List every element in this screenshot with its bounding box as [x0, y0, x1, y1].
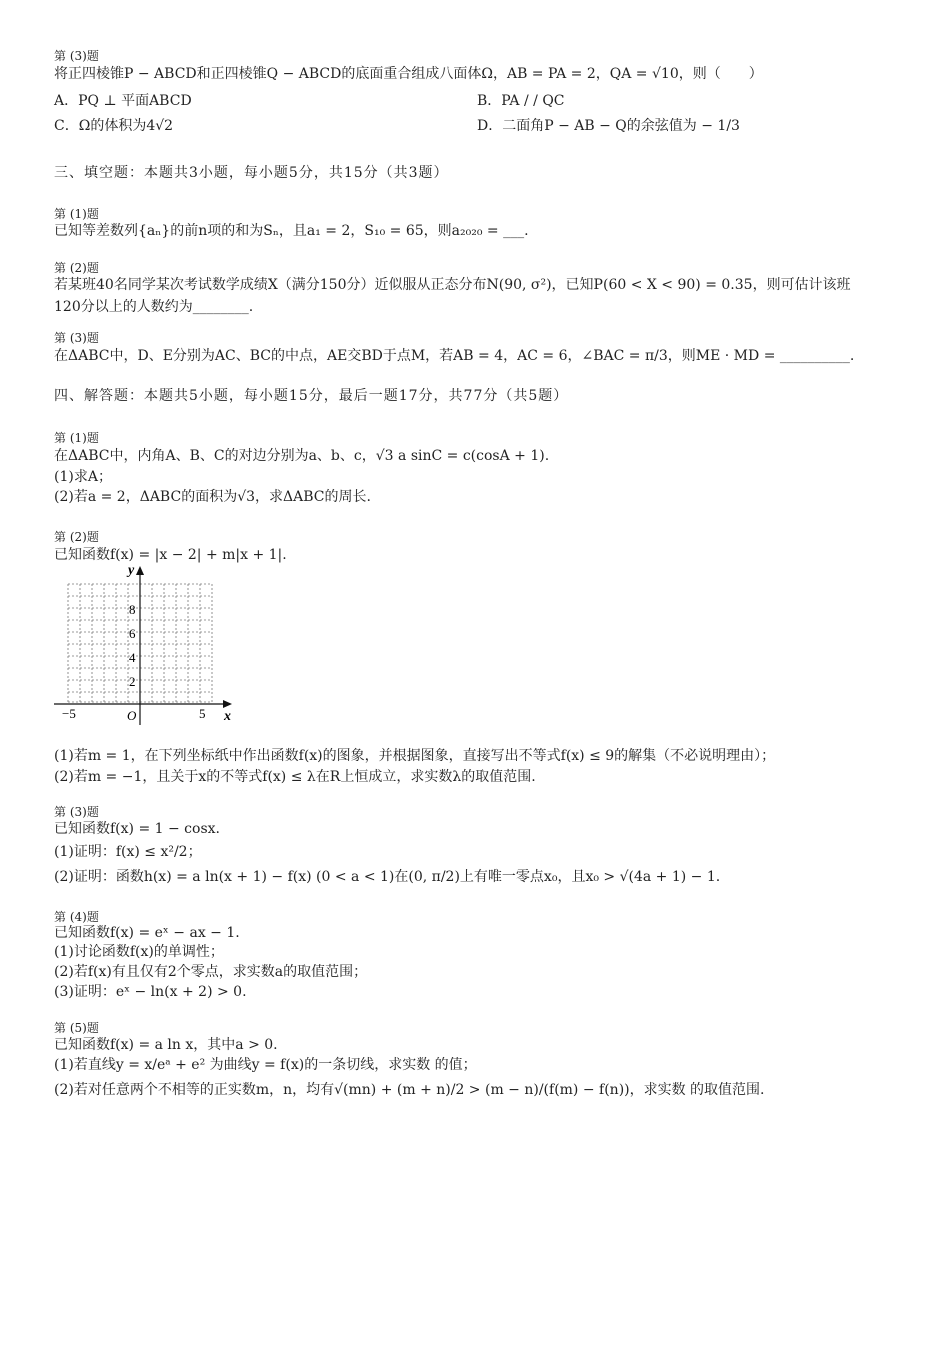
question-number: 第 (2)题 — [54, 261, 99, 275]
sub-question: (1)证明：f(x) ≤ x²/2； — [54, 844, 202, 860]
question-text: 已知函数f(x) = |x − 2| + m|x + 1|. — [54, 547, 287, 563]
option-a: A．PQ ⊥ 平面ABCD — [54, 93, 192, 109]
option-b: B．PA / / QC — [477, 93, 565, 109]
y-tick-label: 8 — [129, 602, 136, 617]
x-tick-label: −5 — [62, 706, 76, 721]
question-text: 已知函数f(x) = eˣ − ax − 1. — [54, 925, 240, 941]
question-number: 第 (1)题 — [54, 207, 99, 221]
question-number: 第 (1)题 — [54, 431, 99, 445]
axes — [54, 566, 232, 725]
question-text: 在ΔABC中，内角A、B、C的对边分别为a、b、c，√3 a sinC = c(cosA + 1). — [54, 448, 550, 464]
y-tick-label: 2 — [129, 674, 136, 689]
sub-question: (2)若a = 2，ΔABC的面积为√3，求ΔABC的周长. — [54, 489, 371, 505]
x-tick-label: 5 — [199, 706, 206, 721]
question-number: 第 (5)题 — [54, 1021, 99, 1035]
sub-question: (1)讨论函数f(x)的单调性； — [54, 944, 224, 960]
coordinate-grid — [50, 560, 250, 730]
section-header-fill: 三、填空题：本题共3小题，每小题5分，共15分（共3题） — [54, 165, 449, 181]
question-number: 第 (3)题 — [54, 331, 99, 345]
sub-question: (1)若m = 1，在下列坐标纸中作出函数f(x)的图象，并根据图象，直接写出不等式f(x) ≤ 9的解集（不必说明理由）； — [54, 748, 776, 764]
question-number: 第 (4)题 — [54, 910, 99, 924]
sub-question: (2)若m = −1，且关于x的不等式f(x) ≤ λ在R上恒成立，求实数λ的取值范围. — [54, 769, 536, 785]
question-text: 在ΔABC中，D、E分别为AC、BC的中点，AE交BD于点M，若AB = 4，AC = 6，∠BAC = π/3，则ME · MD = __________. — [54, 348, 855, 364]
question-text: 若某班40名同学某次考试数学成绩X（满分150分）近似服从正态分布N(90, σ²)，已知P(60 < X < 90) = 0.35，则可估计该班 — [54, 277, 851, 293]
y-tick-label: 4 — [129, 650, 136, 665]
origin-label: O — [127, 708, 137, 723]
question-text: 已知函数f(x) = 1 − cosx. — [54, 821, 220, 837]
section-header-solve: 四、解答题：本题共5小题，每小题15分，最后一题17分，共77分（共5题） — [54, 388, 569, 404]
y-tick-label: 6 — [129, 626, 136, 641]
sub-question: (2)若f(x)有且仅有2个零点，求实数a的取值范围； — [54, 964, 368, 980]
question-text: 将正四棱锥P − ABCD和正四棱锥Q − ABCD的底面重合组成八面体Ω，AB = PA = 2，QA = √10，则（ ） — [54, 66, 763, 82]
option-c: C．Ω的体积为4√2 — [54, 118, 174, 134]
question-text-cont: 120分以上的人数约为________. — [54, 299, 254, 315]
question-number: 第 (3)题 — [54, 805, 99, 819]
question-number: 第 (2)题 — [54, 530, 99, 544]
y-axis-label: y — [128, 563, 135, 578]
sub-question: (2)若对任意两个不相等的正实数m，n，均有√(mn) + (m + n)/2 > (m − n)/(f(m) − f(n))，求实数 的取值范围. — [54, 1082, 765, 1098]
sub-question: (3)证明：eˣ − ln(x + 2) > 0. — [54, 984, 247, 1000]
sub-question: (2)证明：函数h(x) = a ln(x + 1) − f(x) (0 < a < 1)在(0, π/2)上有唯一零点x₀，且x₀ > √(4a + 1) − 1. — [54, 869, 721, 885]
option-d: D．二面角P − AB − Q的余弦值为 − 1/3 — [477, 118, 740, 134]
sub-question: (1)若直线y = x/eᵃ + e² 为曲线y = f(x)的一条切线，求实数 的值； — [54, 1057, 477, 1073]
sub-question: (1)求A； — [54, 469, 112, 485]
question-text: 已知函数f(x) = a ln x，其中a > 0. — [54, 1037, 278, 1053]
question-number: 第 (3)题 — [54, 49, 99, 63]
question-text: 已知等差数列{aₙ}的前n项的和为Sₙ，且a₁ = 2，S₁₀ = 65，则a₂₀₂₀ = ___. — [54, 223, 529, 239]
x-axis-label: x — [224, 709, 231, 724]
